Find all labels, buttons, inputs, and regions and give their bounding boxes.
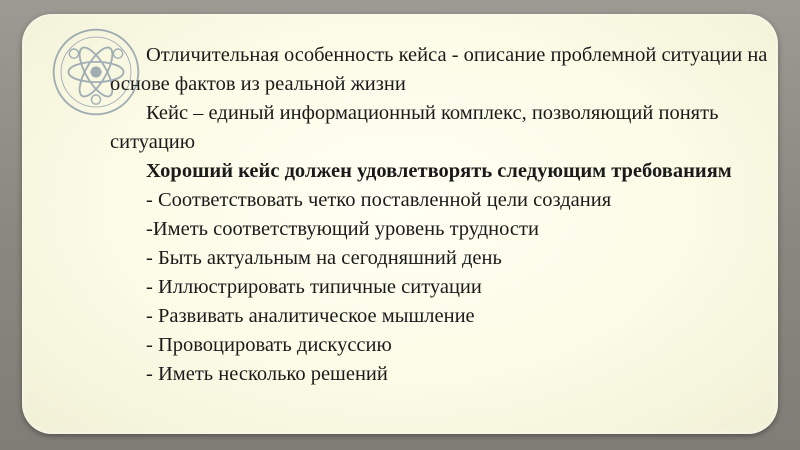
requirement-item: - Провоцировать дискуссию (146, 334, 392, 356)
slide-panel (22, 14, 778, 434)
case-complex-paragraph: Кейс – единый информационный комплекс, позволяющий понять ситуацию (110, 102, 719, 153)
requirement-item: - Соответствовать четко поставленной цели создания (146, 189, 612, 211)
requirement-item: - Быть актуальным на сегодняшний день (146, 247, 502, 269)
requirement-item: - Развивать аналитическое мышление (146, 305, 475, 327)
requirement-item: - Иметь несколько решений (146, 363, 388, 385)
case-definition-paragraph: Отличительная особенность кейса - описание проблемной ситуации на основе фактов из реальной жизни (110, 44, 768, 95)
requirements-heading: Хороший кейс должен удовлетворять следующим требованиям (146, 160, 732, 182)
slide-text (110, 41, 778, 389)
requirement-item: - Иллюстрировать типичные ситуации (146, 276, 482, 298)
requirement-item: -Иметь соответствующий уровень трудности (146, 218, 539, 240)
